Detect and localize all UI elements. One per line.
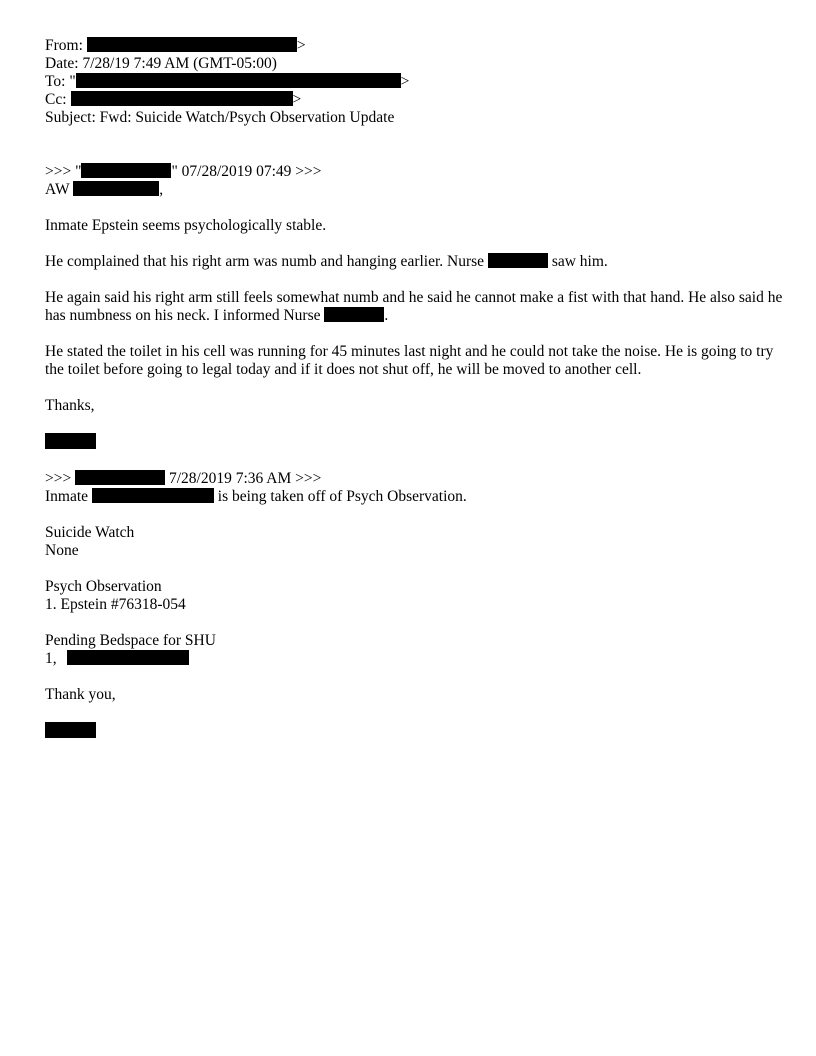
quote-header-1 bbox=[45, 163, 785, 181]
paragraph-3-end: . bbox=[384, 307, 389, 324]
signoff-2: Thank you, bbox=[45, 686, 116, 703]
paragraph-3-text: He again said his right arm still feels somewhat numb and he said he cannot make a fist with that hand. He also said he has numbness on his neck. I informed Nurse bbox=[45, 289, 783, 324]
suicide-watch-heading: Suicide Watch bbox=[45, 524, 135, 541]
inmate-line-start: Inmate bbox=[45, 488, 89, 505]
psych-observation-item: 1. Epstein #76318-054 bbox=[45, 596, 186, 613]
from-line bbox=[45, 37, 785, 55]
subject-line: Subject: Fwd: Suicide Watch/Psych Observation Update bbox=[45, 109, 395, 126]
paragraph-2-text: He complained that his right arm was numb and hanging earlier. Nurse bbox=[45, 253, 485, 270]
quote-prefix: >>> bbox=[45, 470, 72, 487]
paragraph-1: Inmate Epstein seems psychologically stable. bbox=[45, 217, 327, 234]
paragraph-3 bbox=[45, 289, 785, 325]
greeting-suffix: , bbox=[159, 181, 164, 198]
redaction-block bbox=[45, 722, 96, 738]
pending-item-number: 1, bbox=[45, 650, 57, 667]
to-label: To: " bbox=[45, 73, 76, 90]
redaction-block bbox=[324, 307, 384, 322]
redaction-block bbox=[75, 470, 165, 485]
signature-1 bbox=[45, 433, 785, 452]
redaction-block bbox=[92, 488, 214, 503]
redaction-block bbox=[67, 650, 189, 665]
signoff-1: Thanks, bbox=[45, 397, 95, 414]
quote-prefix: >>> " bbox=[45, 163, 82, 180]
from-label: From: bbox=[45, 37, 83, 54]
signature-2 bbox=[45, 722, 785, 741]
to-suffix: > bbox=[400, 73, 410, 90]
greeting bbox=[45, 181, 785, 199]
paragraph-2-end: saw him. bbox=[551, 253, 608, 270]
greeting-prefix: AW bbox=[45, 181, 70, 198]
suicide-watch-value: None bbox=[45, 542, 79, 559]
to-line bbox=[45, 73, 785, 91]
pending-bedspace-heading: Pending Bedspace for SHU bbox=[45, 632, 216, 649]
inmate-line-end: is being taken off of Psych Observation. bbox=[217, 488, 467, 505]
email-document bbox=[45, 37, 785, 741]
redaction-block bbox=[71, 91, 293, 106]
inmate-line bbox=[45, 488, 785, 506]
from-suffix: > bbox=[296, 37, 306, 54]
paragraph-2 bbox=[45, 253, 785, 271]
redaction-block bbox=[87, 37, 297, 52]
pending-bedspace-item bbox=[45, 650, 785, 668]
redaction-block bbox=[76, 73, 401, 88]
cc-label: Cc: bbox=[45, 91, 67, 108]
quote-suffix: " 07/28/2019 07:49 >>> bbox=[171, 163, 322, 180]
redaction-block bbox=[488, 253, 548, 268]
cc-line bbox=[45, 91, 785, 109]
date-line: Date: 7/28/19 7:49 AM (GMT-05:00) bbox=[45, 55, 277, 72]
paragraph-4: He stated the toilet in his cell was running for 45 minutes last night and he could not take the noise. He is going to try the toilet before going to legal today and if it does not shut off, he will be moved to another cell. bbox=[45, 343, 774, 378]
redaction-block bbox=[73, 181, 159, 196]
quote-suffix: 7/28/2019 7:36 AM >>> bbox=[168, 470, 322, 487]
quote-header-2 bbox=[45, 470, 785, 488]
cc-suffix: > bbox=[292, 91, 302, 108]
redaction-block bbox=[45, 433, 96, 449]
redaction-block bbox=[81, 163, 171, 178]
psych-observation-heading: Psych Observation bbox=[45, 578, 162, 595]
